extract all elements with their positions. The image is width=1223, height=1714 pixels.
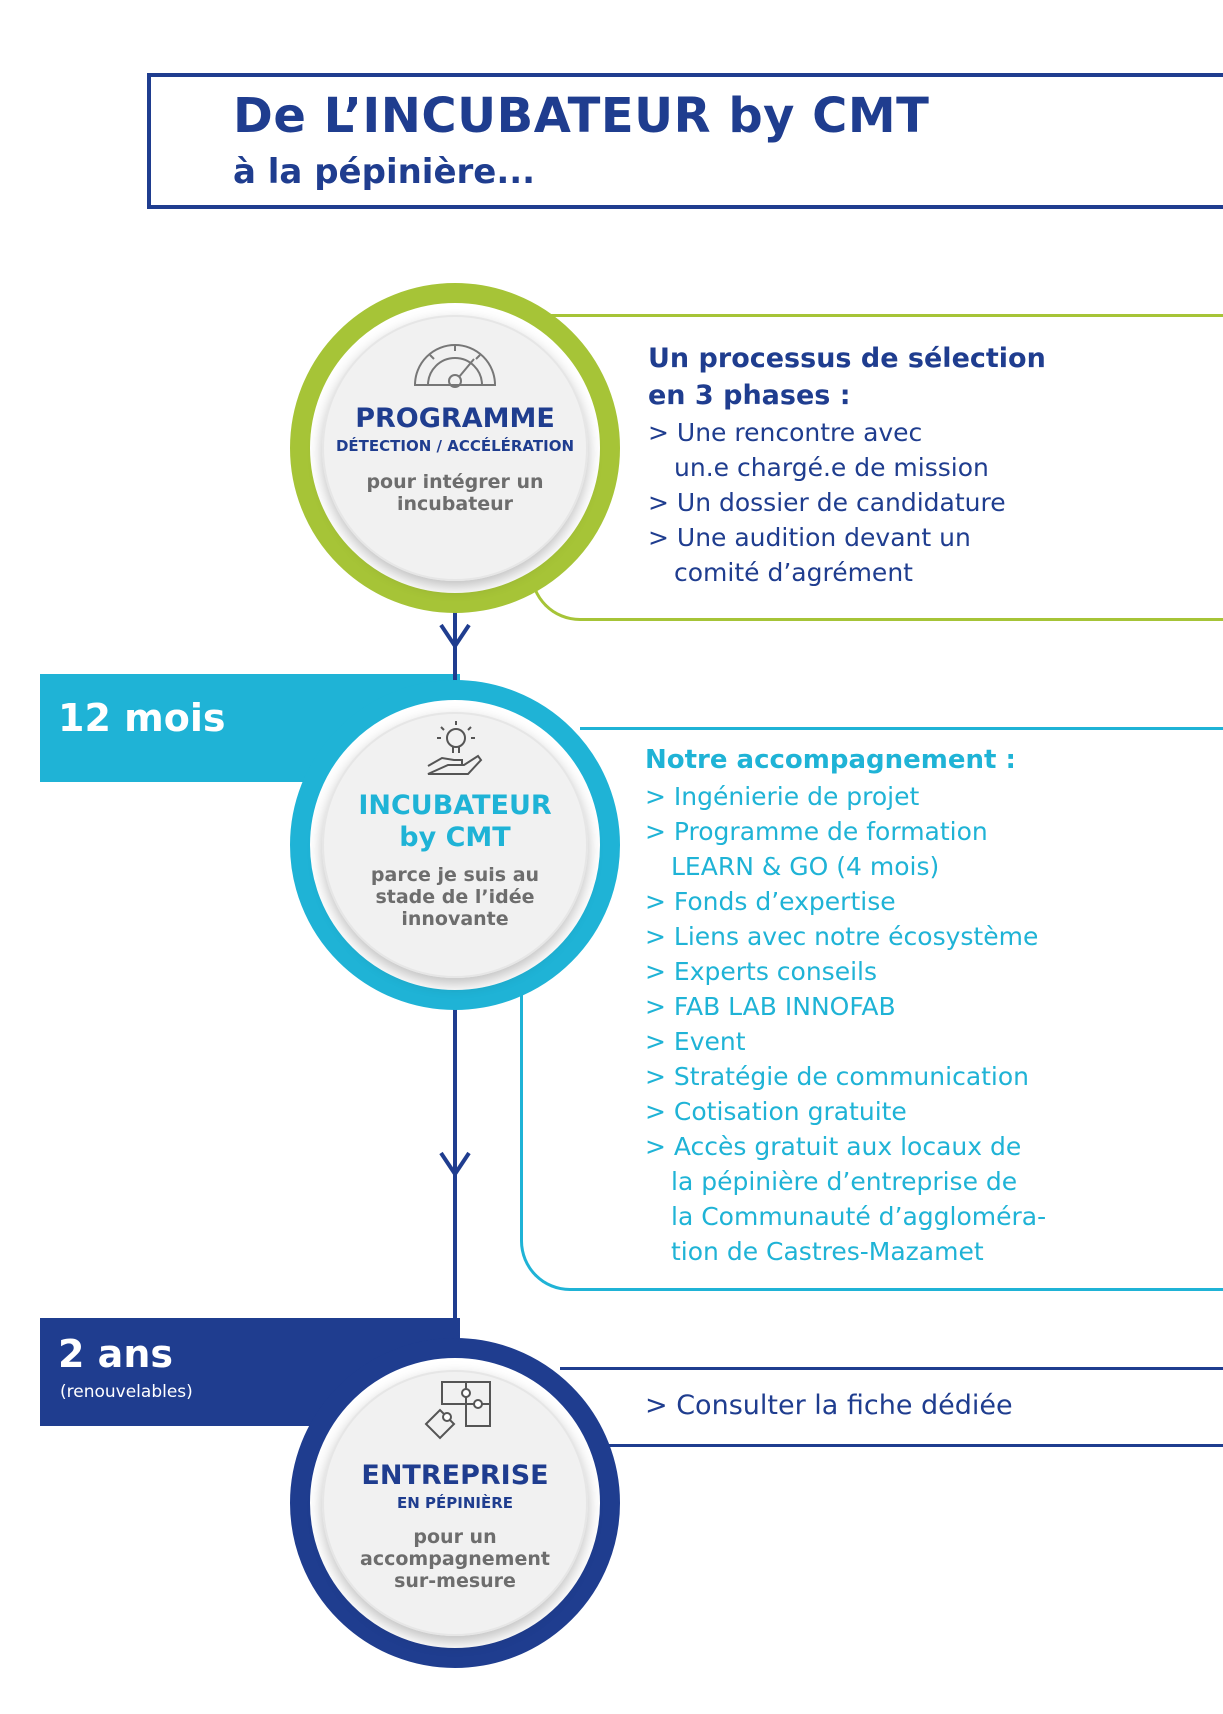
list-item: > Fonds d’expertise [645,887,896,916]
list-item: comité d’agrément [674,558,913,587]
stage1-circle [290,283,620,613]
list-item: > Event [645,1027,746,1056]
lightbulb-hand-icon [424,718,484,780]
arrow-down-icon [438,622,472,650]
gauge-icon [410,337,500,389]
consult-sheet-link[interactable]: > Consulter la fiche dédiée [645,1390,1013,1421]
list-item: > Une rencontre avec [648,418,923,447]
stage3-desc: sur-mesure [394,1570,516,1592]
stage3-subtitle: EN PÉPINIÈRE [396,1494,513,1512]
list-item: > Une audition devant un [648,523,971,552]
list-item: > FAB LAB INNOFAB [645,992,896,1021]
list-item: tion de Castres-Mazamet [671,1237,984,1266]
stage3-desc: accompagnement [360,1548,550,1570]
list-item: un.e chargé.e de mission [674,453,989,482]
stage1-heading-line: Un processus de sélection [648,343,1046,374]
stage3-panel-bottom-line [560,1444,1223,1447]
stage2-desc: parce je suis au [370,864,540,886]
list-item: > Stratégie de communication [645,1062,1030,1091]
stage2-desc: innovante [401,908,509,930]
stage1-heading [648,340,1046,414]
stage2-heading: Notre accompagnement : [645,745,1016,775]
stage1-title: PROGRAMME [355,403,555,434]
stage3-title: ENTREPRISE [361,1460,549,1491]
list-item: > Liens avec notre écosystème [645,922,1039,951]
list-item: > Cotisation gratuite [645,1097,907,1126]
stage1-list [648,415,1006,590]
duration-label: 2 ans [58,1332,173,1376]
stage1-subtitle: DÉTECTION / ACCÉLÉRATION [335,437,574,455]
stage2-circle-inner [322,712,588,978]
stage3-circle-inner [322,1370,588,1636]
page-subtitle: à la pépinière... [233,152,536,192]
stage2-title: by CMT [399,822,511,853]
list-item: > Experts conseils [645,957,877,986]
page-title: De L’INCUBATEUR by CMT [233,88,930,144]
puzzle-icon [420,1378,496,1446]
list-item: la Communauté d’aggloméra- [671,1202,1047,1231]
arrow-down-icon [438,1150,472,1178]
list-item: > Ingénierie de projet [645,782,920,811]
stage2-list [645,779,1046,1269]
stage3-desc: pour un [413,1526,497,1548]
list-item: la pépinière d’entreprise de [671,1167,1018,1196]
list-item: > Un dossier de candidature [648,488,1006,517]
stage2-circle [290,680,620,1010]
stage3-circle [290,1338,620,1668]
stage2-panel-top-line [580,727,1223,730]
list-item: > Accès gratuit aux locaux de [645,1132,1022,1161]
stage1-desc: pour intégrer un [366,471,544,493]
duration-label: 12 mois [58,696,226,740]
stage1-heading-line: en 3 phases : [648,380,851,411]
stage1-circle-inner [322,315,588,581]
list-item: LEARN & GO (4 mois) [671,852,940,881]
duration-note: (renouvelables) [60,1382,193,1402]
stage1-desc: incubateur [396,493,514,515]
stage2-desc: stade de l’idée [375,886,535,908]
list-item: > Programme de formation [645,817,988,846]
stage3-panel-top-line [560,1367,1223,1370]
stage2-title: INCUBATEUR [358,790,552,821]
